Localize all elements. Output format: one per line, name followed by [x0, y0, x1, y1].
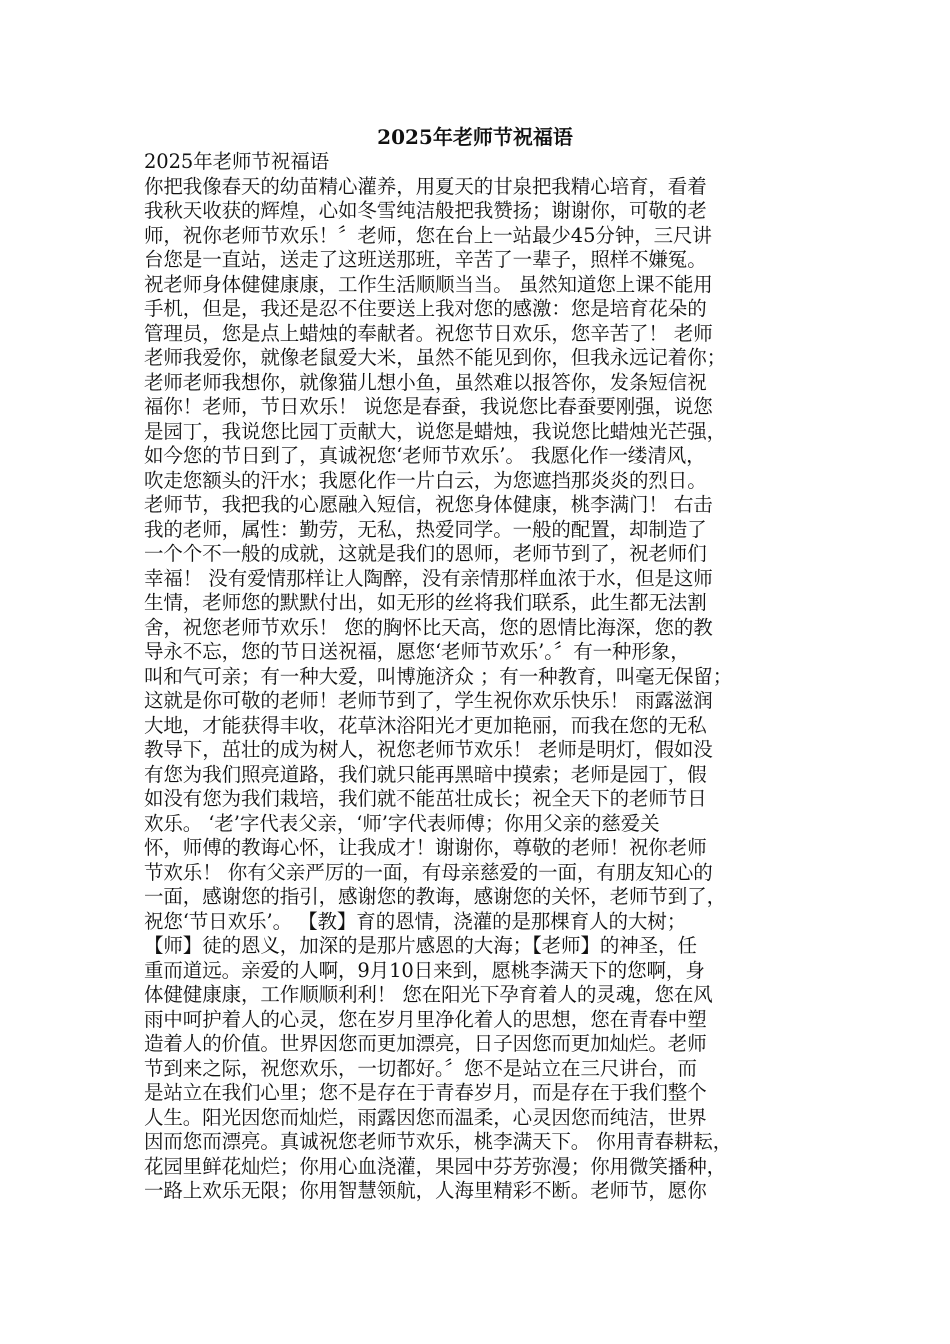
document-line: 师，祝你老师节欢乐！〞老师，您在台上一站最少45分钟，三尺讲 [144, 223, 712, 247]
document-line: 舍，祝您老师节欢乐！ 您的胸怀比天高，您的恩情比海深，您的教 [144, 615, 713, 639]
document-line: 我秋天收获的辉煌，心如冬雪纯洁般把我赞扬；谢谢你，可敬的老 [144, 199, 707, 222]
document-line: 造着人的价值。世界因您而更加漂亮，日子因您而更加灿烂。老师 [144, 1032, 707, 1055]
document-line: 老师老师我想你，就像猫儿想小鱼，虽然难以报答你，发条短信祝 [144, 370, 707, 394]
document-line: 花园里鲜花灿烂；你用心血浇灌，果园中芬芳弥漫；你用微笑播种， [144, 1154, 727, 1178]
document-line: 重而道远。亲爱的人啊，9月10日来到，愿桃李满天下的您啊，身 [144, 958, 705, 982]
document-body [144, 150, 824, 1204]
document-line: 一面，感谢您的指引，感谢您的教诲，感谢您的关怀，老师节到了， [144, 885, 727, 908]
document-line: 福你！老师，节日欢乐！ 说您是春蚕，我说您比春蚕要刚强，说您 [144, 395, 713, 418]
document-line: 怀，师傅的教诲心怀，让我成才！谢谢你，尊敬的老师！祝你老师 [144, 836, 707, 859]
document-line: 老师我爱你，就像老鼠爱大米，虽然不能见到你，但我永远记着你； [144, 346, 727, 369]
document-line: 生情，老师您的默默付出，如无形的丝将我们联系，此生都无法割 [144, 591, 707, 614]
document-line: 教导下，茁壮的成为树人，祝您老师节欢乐！ 老师是明灯，假如没 [144, 738, 713, 761]
document-line: 如今您的节日到了，真诚祝您‘老师节欢乐’。 我愿化作一缕清风， [144, 444, 706, 467]
document-line: 雨中呵护着人的心灵，您在岁月里净化着人的思想，您在青春中塑 [144, 1007, 707, 1031]
document-line: 节到来之际，祝您欢乐，一切都好。〞您不是站立在三尺讲台，而 [144, 1056, 697, 1080]
document-line: 【师】徒的恩义，加深的是那片感恩的大海；【老师】的神圣，任 [144, 934, 697, 957]
document-line: 有您为我们照亮道路，我们就只能再黑暗中摸索；老师是园丁，假 [144, 762, 707, 786]
document-line: 吹走您额头的汗水；我愿化作一片白云，为您遮挡那炎炎的烈日。 [144, 468, 707, 492]
document-line: 大地，才能获得丰收，花草沐浴阳光才更加艳丽，而我在您的无私 [144, 713, 707, 737]
document-line: 老师节，我把我的心愿融入短信，祝您身体健康，桃李满门！ 右击 [144, 493, 713, 516]
document-line: 我的老师，属性：勤劳，无私，热爱同学。一般的配置，却制造了 [144, 517, 707, 541]
document-line: 体健健康康，工作顺顺利利！ 您在阳光下孕育着人的灵魂，您在风 [144, 983, 713, 1006]
document-line: 一路上欢乐无限；你用智慧领航，人海里精彩不断。老师节，愿你 [144, 1179, 707, 1202]
document-line: 手机，但是，我还是忍不住要送上我对您的感激：您是培育花朵的 [144, 297, 707, 320]
document-line: 台您是一直站，送走了这班送那班，辛苦了一辈子，照样不嫌冤。 [144, 248, 707, 271]
document-line: 欢乐。 ‘老’字代表父亲，‘师’字代表师傅；你用父亲的慈爱关 [144, 811, 660, 835]
document-line: 是站立在我们心里；您不是存在于青春岁月，而是存在于我们整个 [144, 1081, 707, 1104]
document-line: 祝您‘节日欢乐’。 【教】育的恩情，浇灌的是那棵育人的大树； [144, 909, 687, 933]
document-line: 2025年老师节祝福语 [144, 150, 330, 173]
document-line: 一个个不一般的成就，这就是我们的恩师，老师节到了，祝老师们 [144, 542, 707, 565]
document-line: 你把我像春天的幼苗精心灌养，用夏天的甘泉把我精心培育，看着 [144, 174, 707, 198]
document-line: 祝老师身体健健康康，工作生活顺顺当当。 虽然知道您上课不能用 [144, 272, 713, 296]
document-line: 是园丁，我说您比园丁贡献大，说您是蜡烛，我说您比蜡烛光芒强， [144, 419, 727, 443]
document-line: 节欢乐！ 你有父亲严厉的一面，有母亲慈爱的一面，有朋友知心的 [144, 860, 713, 884]
document-line: 如没有您为我们栽培，我们就不能茁壮成长；祝全天下的老师节日 [144, 787, 707, 810]
document-line: 人生。阳光因您而灿烂，雨露因您而温柔，心灵因您而纯洁，世界 [144, 1105, 707, 1129]
document-line: 导永不忘，您的节日送祝福，愿您‘老师节欢乐’。〞有一种形象， [144, 640, 690, 663]
document-line: 因而您而漂亮。真诚祝您老师节欢乐，桃李满天下。 你用青春耕耘， [144, 1130, 733, 1153]
document-line: 叫和气可亲；有一种大爱，叫博施济众 ；有一种教育，叫毫无保留； [144, 664, 733, 688]
document-line: 管理员，您是点上蜡烛的奉献者。祝您节日欢乐，您辛苦了！ 老师 [144, 321, 713, 345]
document-line: 这就是你可敬的老师！老师节到了，学生祝你欢乐快乐！ 雨露滋润 [144, 689, 713, 712]
document-title: 2025年老师节祝福语 [377, 125, 573, 149]
document-line: 幸福！ 没有爱情那样让人陶醉，没有亲情那样血浓于水，但是这师 [144, 566, 713, 590]
